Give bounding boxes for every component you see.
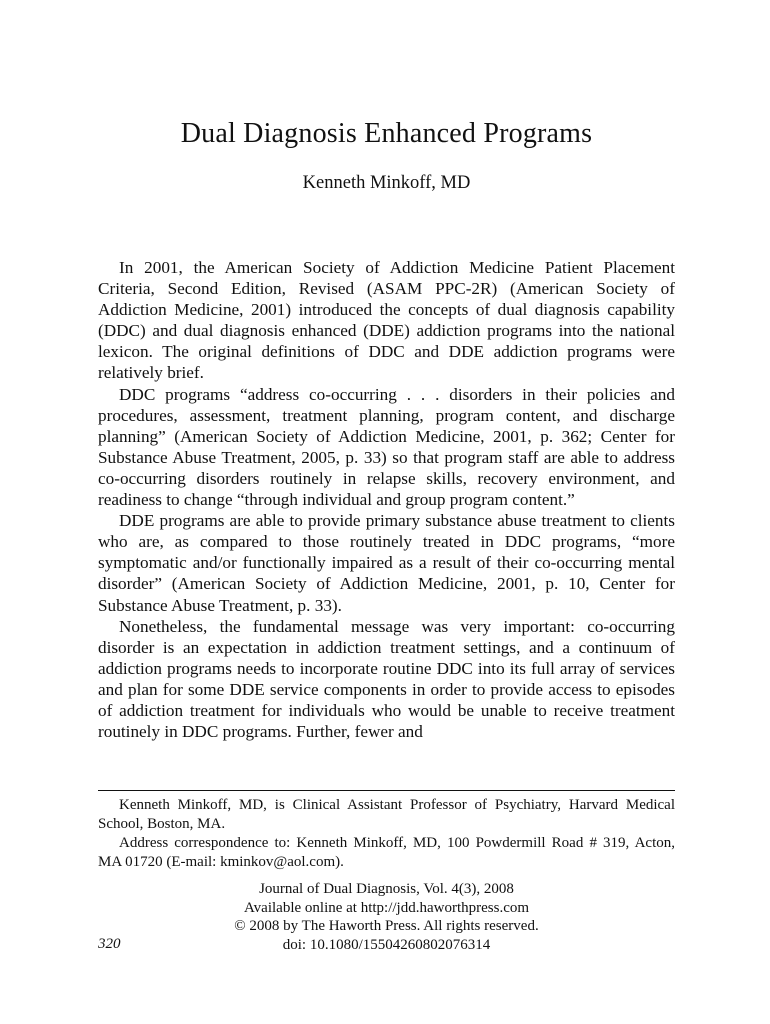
journal-doi: doi: 10.1080/15504260802076314 xyxy=(282,936,491,953)
journal-copyright: © 2008 by The Haworth Press. All rights reserved. xyxy=(234,918,539,934)
article-body xyxy=(98,257,675,742)
footnote-divider xyxy=(98,790,675,791)
article-title: Dual Diagnosis Enhanced Programs xyxy=(180,118,593,149)
footnotes xyxy=(98,796,675,872)
body-paragraph: DDC programs “address co-occurring . . . disorders in their policies and procedures, assessment, treatment planning, program content, and discharge planning” (American Society of Addiction Medicine, 2001, p. 362; Center for Substance Abuse Treatment, 2005, p. 33) so that program staff are able to address co-occurring disorders routinely in relapse skills, recovery environment, and readiness to change “through individual and group program content.” xyxy=(98,384,675,510)
body-paragraph: In 2001, the American Society of Addiction Medicine Patient Placement Criteria, Second Edition, Revised (ASAM PPC-2R) (American Society of Addiction Medicine, 2001) introduced the concepts of dual diagnosis capability (DDC) and dual diagnosis enhanced (DDE) addiction programs into the national lexicon. The original definitions of DDC and DDE addiction programs were relatively brief. xyxy=(98,258,675,383)
body-paragraph: DDE programs are able to provide primary substance abuse treatment to clients who are, as compared to those routinely treated in DDC programs, “more symptomatic and/or functionally impaired as a result of their co-occurring mental disorder” (American Society of Addiction Medicine, 2001, p. 10, Center for Substance Abuse Treatment, p. 33). xyxy=(98,511,675,615)
article-author: Kenneth Minkoff, MD xyxy=(302,173,471,193)
journal-citation: Journal of Dual Diagnosis, Vol. 4(3), 2008 xyxy=(259,881,514,897)
journal-info xyxy=(98,880,675,954)
page-number: 320 xyxy=(98,936,121,952)
journal-online: Available online at http://jdd.haworthpress.com xyxy=(243,899,530,916)
body-paragraph: Nonetheless, the fundamental message was very important: co-occurring disorder is an expectation in addiction treatment settings, and a continuum of addiction programs needs to incorporate routine DDC into its full array of services and plan for some DDE service components in order to provide access to episodes of addiction treatment for individuals who would be unable to receive treatment routinely in DDC programs. Further, fewer and xyxy=(98,616,675,742)
correspondence-address: Address correspondence to: Kenneth Minkoff, MD, 100 Powdermill Road # 319, Acton, MA 01720 (E-mail: kminkov@aol.com). xyxy=(98,835,675,870)
author-affiliation: Kenneth Minkoff, MD, is Clinical Assistant Professor of Psychiatry, Harvard Medical School, Boston, MA. xyxy=(98,797,675,832)
